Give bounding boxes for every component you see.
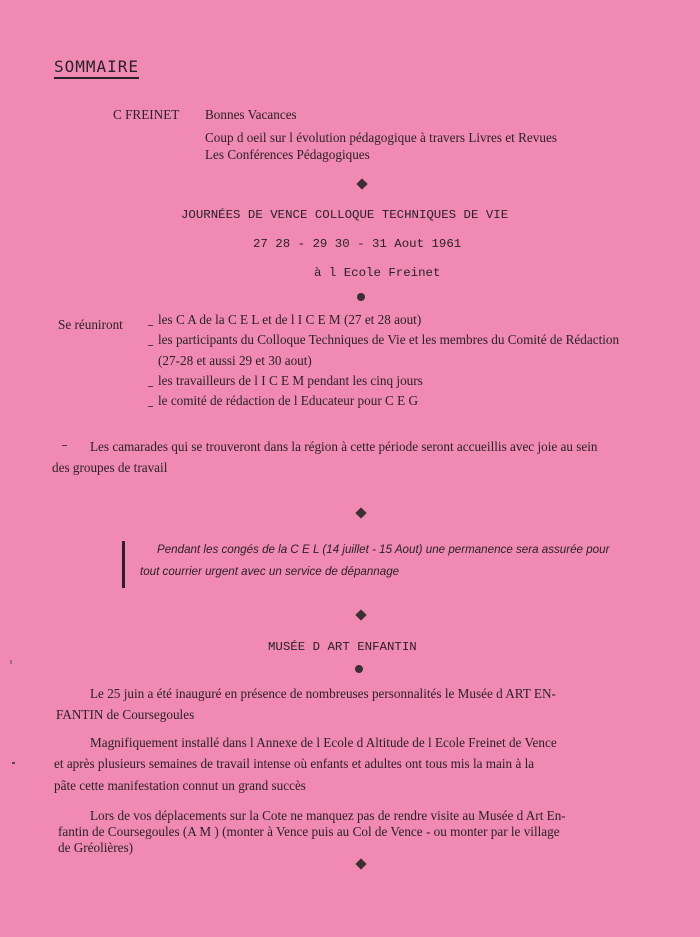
sommaire-title: SOMMAIRE [54, 57, 139, 79]
diamond-separator-icon [356, 178, 367, 189]
journees-place: à l Ecole Freinet [314, 266, 441, 280]
diamond-separator-icon [355, 507, 366, 518]
dash-marker-icon [148, 345, 153, 346]
ink-speck [12, 762, 15, 764]
musee-line: Magnifiquement installé dans l Annexe de l Ecole d Altitude de l Ecole Freinet de Vence [90, 735, 557, 750]
musee-line: fantin de Coursegoules (A M ) (monter à Vence puis au Col de Vence - ou monter par le village [58, 824, 560, 839]
journees-dates: 27 28 - 29 30 - 31 Aout 1961 [253, 237, 462, 251]
bullet-dot-icon [357, 293, 365, 301]
journees-heading: JOURNÉES DE VENCE COLLOQUE TECHNIQUES DE VIE [181, 208, 509, 222]
notice-line: Pendant les congés de la C E L (14 juillet - 15 Aout) une permanence sera assurée pour [157, 543, 610, 556]
camarades-line: des groupes de travail [52, 460, 168, 475]
dash-marker-icon [148, 386, 153, 387]
ink-speck [10, 660, 12, 664]
toc-author: C FREINET [113, 107, 180, 122]
reunion-item: les participants du Colloque Techniques de Vie et les membres du Comité de Rédaction [158, 332, 620, 347]
musee-line: FANTIN de Coursegoules [56, 707, 195, 722]
musee-line: Lors de vos déplacements sur la Cote ne manquez pas de rendre visite au Musée d Art En- [90, 808, 566, 823]
toc-item: Bonnes Vacances [205, 107, 297, 122]
toc-item: Coup d oeil sur l évolution pédagogique à travers Livres et Revues [205, 130, 557, 145]
musee-line: et après plusieurs semaines de travail intense où enfants et adultes ont tous mis la main à la [54, 756, 535, 771]
musee-line: de Gréolières) [58, 840, 134, 855]
diamond-separator-icon [355, 609, 366, 620]
toc-item: Les Conférences Pédagogiques [205, 147, 370, 162]
dash-marker-icon [62, 445, 67, 446]
reunion-item: les travailleurs de l I C E M pendant les cinq jours [158, 373, 423, 388]
dash-marker-icon [148, 406, 153, 407]
dash-marker-icon [148, 325, 153, 326]
reunion-label: Se réuniront [58, 317, 123, 332]
musee-line: pâte cette manifestation connut un grand succès [54, 778, 306, 793]
musee-heading: MUSÉE D ART ENFANTIN [268, 640, 417, 654]
diamond-separator-icon [355, 858, 366, 869]
reunion-item: les C A de la C E L et de l I C E M (27 et 28 aout) [158, 312, 422, 327]
notice-line: tout courrier urgent avec un service de dépannage [140, 565, 400, 578]
reunion-item-continuation: (27-28 et aussi 29 et 30 aout) [158, 353, 312, 368]
musee-line: Le 25 juin a été inauguré en présence de nombreuses personnalités le Musée d ART EN- [90, 686, 556, 701]
notice-bar [122, 541, 125, 588]
bullet-dot-icon [355, 665, 363, 673]
reunion-item: le comité de rédaction de l Educateur pour C E G [158, 393, 418, 408]
camarades-line: Les camarades qui se trouveront dans la région à cette période seront accueillis avec joie au sein [90, 439, 598, 454]
